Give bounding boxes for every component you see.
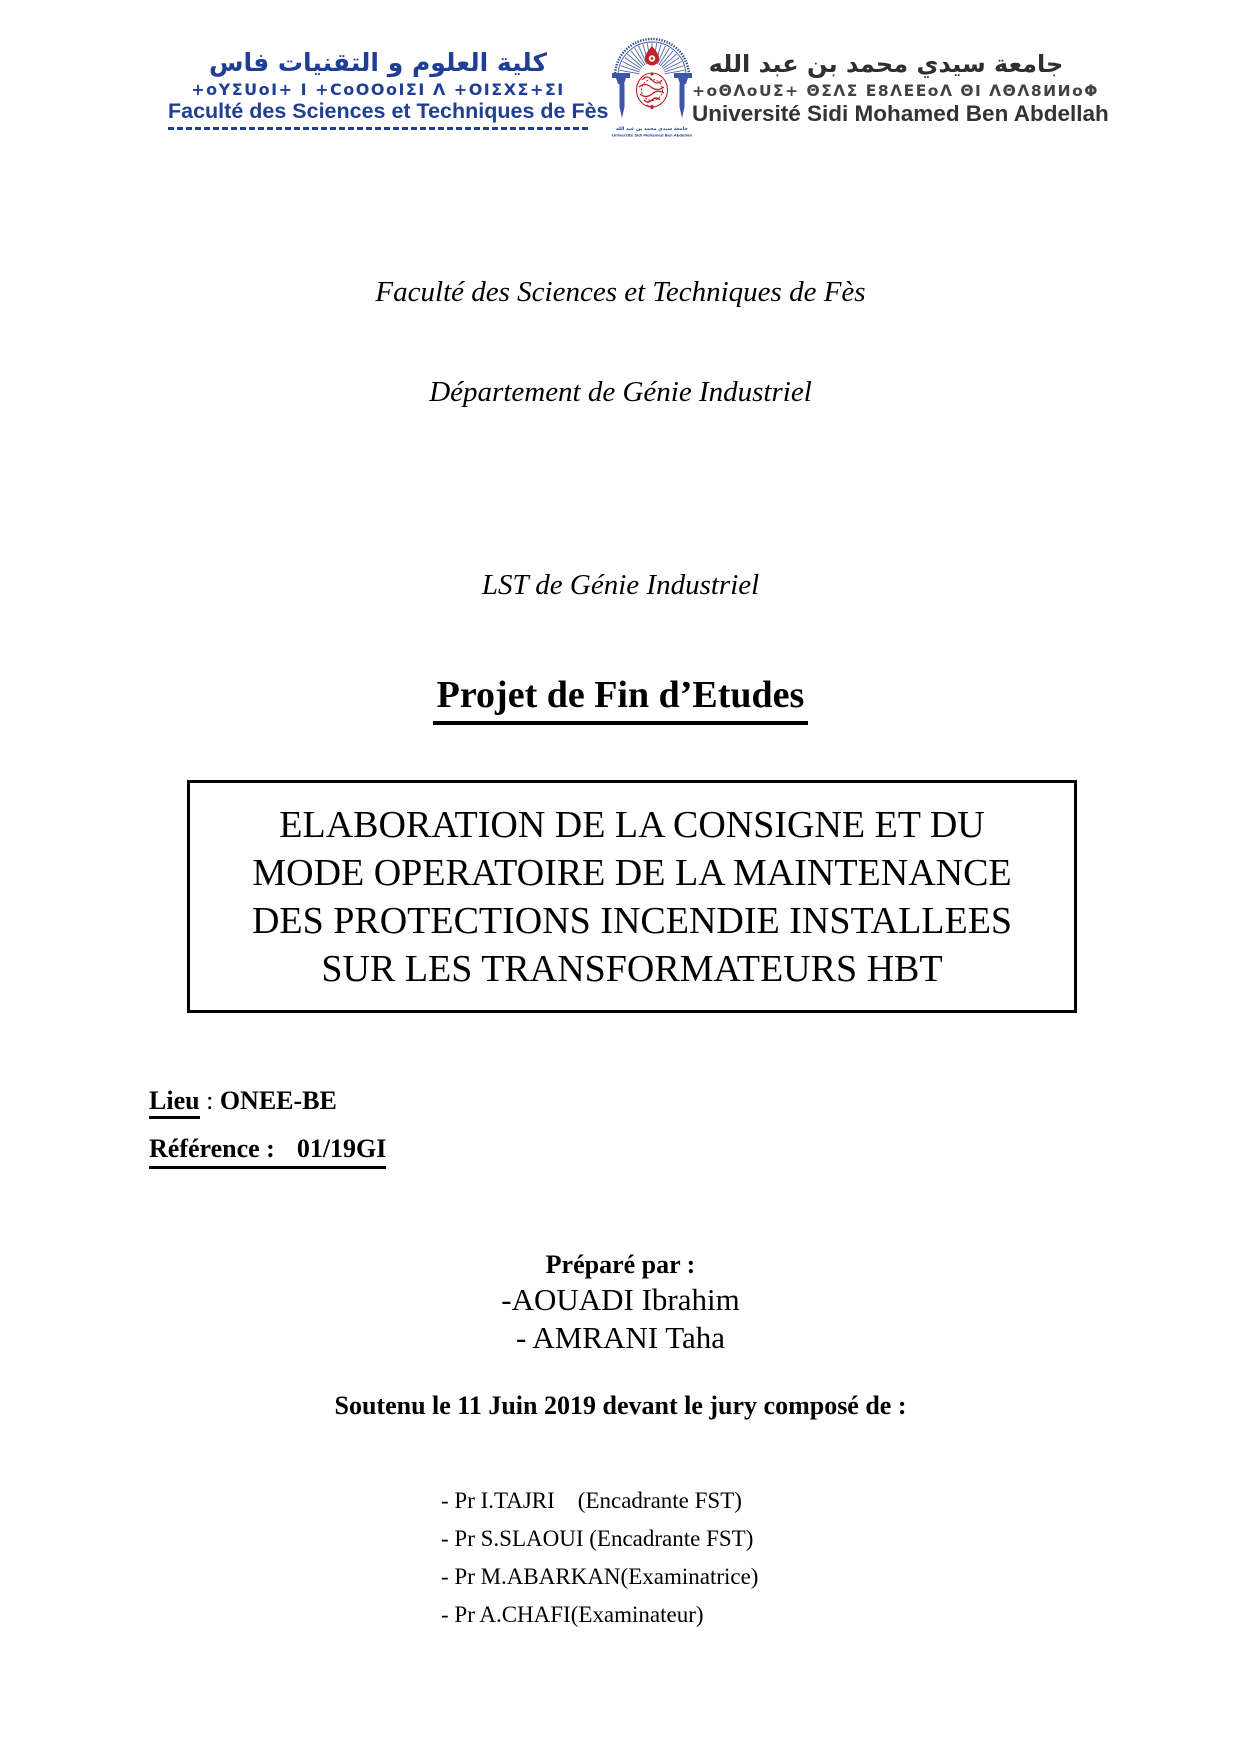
reference-label: Référence : [149,1134,275,1163]
emblem-caption-french: Université Sidi Mohamed Ben Abdellah [612,133,693,138]
department-line: Département de Génie Industriel [429,376,812,408]
report-type-heading [0,672,1241,725]
project-title-line: DES PROTECTIONS INCENDIE INSTALLEES [251,899,1013,942]
faculty-name-arabic: كلية العلوم و التقنيات فاس [208,48,548,77]
author-name: -AOUADI Ibrahim [501,1282,740,1317]
letterhead-left-block [168,48,609,130]
emblem-medallion-icon [637,46,668,109]
program-line: LST de Génie Industriel [481,569,760,601]
report-type-text: Projet de Fin d’Etudes [433,672,809,725]
university-name-arabic: جامعة سيدي محمد بن عبد الله [708,50,1064,78]
location-value: ONEE-BE [219,1086,337,1115]
university-emblem-logo [602,30,702,144]
project-title-line: ELABORATION DE LA CONSIGNE ET DU [279,803,985,846]
emblem-caption-arabic: جامعة سيدي محمد بن عبد الله [616,127,688,132]
university-name-french: Université Sidi Mohamed Ben Abdellah [692,101,1109,126]
location-separator: : [199,1086,220,1115]
project-title-line: MODE OPERATOIRE DE LA MAINTENANCE [252,851,1012,894]
dashed-divider [168,127,588,130]
faculty-name-french: Faculté des Sciences et Techniques de Fès [168,99,609,123]
jury-member: - Pr I.TAJRI (Encadrante FST) [441,1488,742,1513]
faculty-name-tifinagh: +oYΣUoI+ I +CoOOoIΣI Λ +OIΣXΣ+ΣI [191,80,565,99]
letterhead-right-block [692,50,1109,127]
reference-line [149,1134,386,1169]
university-name-tifinagh: +oΘΛoUΣ+ ΘΣΛΣ Ε8ΛΕΕoΛ ΘI ΛΘΛ8ИИoΦ [692,82,1099,100]
prepared-by-heading: Préparé par : [545,1250,696,1279]
author-name: - AMRANI Taha [515,1320,726,1355]
location-line [149,1086,337,1116]
project-title-line: SUR LES TRANSFORMATEURS HBT [321,947,943,990]
faculty-line: Faculté des Sciences et Techniques de Fès [375,276,866,308]
project-title-box [187,780,1077,1013]
location-label: Lieu [149,1086,200,1119]
defense-line: Soutenu le 11 Juin 2019 devant le jury composé de : [334,1391,907,1420]
emblem-caption [612,127,692,138]
jury-member: - Pr A.CHAFI(Examinateur) [441,1602,704,1627]
jury-list [441,1482,758,1634]
jury-member: - Pr M.ABARKAN(Examinatrice) [441,1564,759,1589]
reference-value: 01/19GI [296,1134,387,1163]
jury-member: - Pr S.SLAOUI (Encadrante FST) [441,1526,754,1551]
